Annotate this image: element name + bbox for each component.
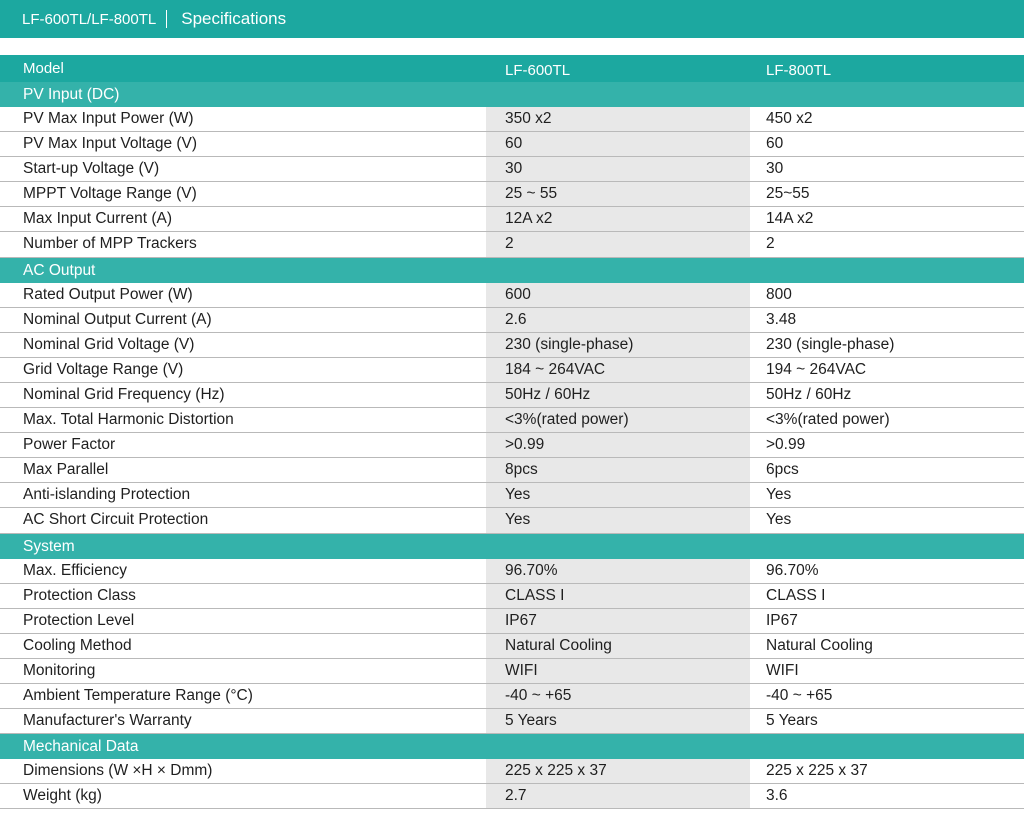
table-row [0, 358, 1024, 383]
parameter-label: Power Factor [23, 436, 116, 454]
parameter-value: IP67 [766, 611, 798, 629]
table-row [0, 609, 1024, 634]
lf600tl-value-cell [486, 157, 750, 181]
lf600tl-value-cell [486, 759, 750, 783]
parameter-value: <3%(rated power) [505, 411, 629, 429]
parameter-value: >0.99 [505, 436, 545, 454]
parameter-label: Monitoring [23, 661, 96, 679]
parameter-value: 8pcs [505, 461, 538, 479]
lf600tl-value-cell [486, 107, 750, 131]
parameter-value: 6pcs [766, 461, 799, 479]
header-label: LF-800TL [766, 62, 832, 79]
lf600tl-value-cell [486, 483, 750, 507]
section-title: System [23, 537, 75, 555]
parameter-value: 600 [505, 285, 531, 303]
table-row [0, 659, 1024, 684]
parameter-value: 25~55 [766, 185, 810, 203]
parameter-value: >0.99 [766, 436, 806, 454]
parameter-value: 800 [766, 285, 792, 303]
lf600tl-value-cell [486, 132, 750, 156]
lf600tl-value-cell [486, 358, 750, 382]
lf800tl-value-cell [750, 358, 1024, 382]
header-cell-lf600tl [486, 55, 750, 81]
parameter-label: Max. Total Harmonic Distortion [23, 411, 234, 429]
table-header-row [0, 55, 1024, 82]
table-row [0, 132, 1024, 157]
parameter-label: Max Input Current (A) [23, 210, 173, 228]
lf800tl-value-cell [750, 759, 1024, 783]
specifications-table [0, 55, 1024, 809]
parameter-label: Dimensions (W ×H × Dmm) [23, 762, 213, 780]
parameter-value: Yes [766, 486, 792, 504]
section-title: AC Output [23, 261, 96, 279]
lf600tl-value-cell [486, 709, 750, 733]
parameter-value: 96.70% [505, 561, 558, 579]
parameter-value: WIFI [766, 661, 799, 679]
parameter-value: 5 Years [505, 712, 557, 730]
parameter-cell [0, 207, 486, 231]
lf800tl-value-cell [750, 659, 1024, 683]
lf600tl-value-cell [486, 559, 750, 583]
parameter-value: 225 x 225 x 37 [505, 762, 607, 780]
parameter-label: Protection Level [23, 611, 135, 629]
parameter-value: IP67 [505, 611, 537, 629]
header-label: LF-600TL [505, 62, 571, 79]
parameter-label: Anti-islanding Protection [23, 486, 191, 504]
parameter-value: <3%(rated power) [766, 411, 890, 429]
lf800tl-value-cell [750, 232, 1024, 256]
parameter-value: 450 x2 [766, 110, 813, 127]
lf600tl-value-cell [486, 458, 750, 482]
parameter-value: 60 [766, 135, 784, 153]
lf800tl-value-cell [750, 433, 1024, 457]
section-title-cell [0, 534, 486, 558]
parameter-cell [0, 182, 486, 206]
parameter-label: Nominal Output Current (A) [23, 310, 212, 328]
table-row [0, 283, 1024, 308]
parameter-label: Nominal Grid Voltage (V) [23, 335, 195, 353]
parameter-label: Nominal Grid Frequency (Hz) [23, 385, 225, 403]
parameter-cell [0, 584, 486, 608]
parameter-value: 5 Years [766, 712, 818, 730]
parameter-value: 350 x2 [505, 110, 552, 127]
section-title-cell [0, 82, 486, 106]
lf600tl-value-cell [486, 232, 750, 256]
parameter-cell [0, 684, 486, 708]
lf800tl-value-cell [750, 132, 1024, 156]
parameter-label: Start-up Voltage (V) [23, 160, 160, 178]
parameter-cell [0, 709, 486, 733]
parameter-value: 30 [505, 160, 523, 178]
parameter-value: 2 [505, 235, 514, 253]
table-row [0, 559, 1024, 584]
parameter-value: 2.6 [505, 310, 527, 328]
lf600tl-value-cell [486, 684, 750, 708]
model-names: LF-600TL/LF-800TL [22, 10, 157, 28]
lf800tl-value-cell [750, 333, 1024, 357]
lf800tl-value-cell [750, 609, 1024, 633]
parameter-value: 50Hz / 60Hz [505, 385, 591, 403]
table-row [0, 759, 1024, 784]
lf800tl-value-cell [750, 157, 1024, 181]
parameter-cell [0, 508, 486, 532]
lf600tl-value-cell [486, 283, 750, 307]
lf800tl-value-cell [750, 283, 1024, 307]
parameter-label: PV Max Input Power (W) [23, 110, 194, 127]
parameter-value: Yes [505, 511, 531, 529]
parameter-value: 14A x2 [766, 210, 814, 228]
header-cell-lf800tl [750, 55, 1024, 81]
parameter-label: AC Short Circuit Protection [23, 511, 209, 529]
table-row [0, 182, 1024, 207]
lf800tl-value-cell [750, 559, 1024, 583]
lf800tl-value-cell [750, 408, 1024, 432]
header-label: Model [23, 60, 64, 77]
parameter-cell [0, 483, 486, 507]
parameter-cell [0, 659, 486, 683]
parameter-value: 230 (single-phase) [505, 335, 634, 353]
parameter-label: Manufacturer's Warranty [23, 712, 192, 730]
parameter-label: Cooling Method [23, 636, 132, 654]
parameter-cell [0, 458, 486, 482]
parameter-cell [0, 433, 486, 457]
parameter-label: MPPT Voltage Range (V) [23, 185, 197, 203]
parameter-value: 50Hz / 60Hz [766, 385, 852, 403]
parameter-cell [0, 784, 486, 808]
table-row [0, 383, 1024, 408]
lf600tl-value-cell [486, 408, 750, 432]
parameter-cell [0, 157, 486, 181]
parameter-cell [0, 609, 486, 633]
parameter-value: -40 ~ +65 [766, 686, 833, 704]
lf800tl-value-cell [750, 308, 1024, 332]
table-row [0, 709, 1024, 734]
section-title: Mechanical Data [23, 738, 139, 756]
parameter-value: WIFI [505, 661, 538, 679]
parameter-value: 60 [505, 135, 523, 153]
parameter-value: Yes [505, 486, 531, 504]
header-cell-model [0, 55, 486, 81]
section-title-cell [0, 258, 486, 282]
parameter-value: 225 x 225 x 37 [766, 762, 868, 780]
lf600tl-value-cell [486, 433, 750, 457]
lf600tl-value-cell [486, 784, 750, 808]
lf600tl-value-cell [486, 609, 750, 633]
parameter-value: 3.48 [766, 310, 797, 328]
parameter-label: Grid Voltage Range (V) [23, 360, 184, 378]
parameter-cell [0, 308, 486, 332]
parameter-value: Yes [766, 511, 792, 529]
parameter-value: 12A x2 [505, 210, 553, 228]
lf800tl-value-cell [750, 634, 1024, 658]
lf800tl-value-cell [750, 709, 1024, 733]
table-row [0, 308, 1024, 333]
table-row [0, 333, 1024, 358]
parameter-value: 184 ~ 264VAC [505, 360, 606, 378]
parameter-cell [0, 107, 486, 131]
table-row [0, 508, 1024, 533]
page-title: Specifications [181, 9, 287, 28]
parameter-value: 230 (single-phase) [766, 335, 895, 353]
parameter-value: 96.70% [766, 561, 819, 579]
lf800tl-value-cell [750, 458, 1024, 482]
parameter-label: PV Max Input Voltage (V) [23, 135, 198, 153]
table-row [0, 684, 1024, 709]
parameter-value: 30 [766, 160, 784, 178]
title-bar [0, 0, 1024, 38]
lf600tl-value-cell [486, 207, 750, 231]
lf800tl-value-cell [750, 584, 1024, 608]
lf600tl-value-cell [486, 333, 750, 357]
lf800tl-value-cell [750, 684, 1024, 708]
table-row [0, 634, 1024, 659]
lf800tl-value-cell [750, 483, 1024, 507]
table-row [0, 458, 1024, 483]
table-row [0, 784, 1024, 809]
parameter-value: CLASS I [505, 586, 565, 604]
lf800tl-value-cell [750, 182, 1024, 206]
section-header-row [0, 734, 1024, 759]
parameter-cell [0, 408, 486, 432]
section-header-row [0, 534, 1024, 559]
table-row [0, 408, 1024, 433]
parameter-cell [0, 232, 486, 256]
section-header-row [0, 82, 1024, 107]
parameter-cell [0, 634, 486, 658]
parameter-cell [0, 383, 486, 407]
lf600tl-value-cell [486, 508, 750, 532]
lf600tl-value-cell [486, 659, 750, 683]
parameter-cell [0, 358, 486, 382]
parameter-cell [0, 283, 486, 307]
table-row [0, 433, 1024, 458]
parameter-label: Max. Efficiency [23, 561, 127, 579]
lf800tl-value-cell [750, 107, 1024, 131]
lf600tl-value-cell [486, 308, 750, 332]
section-title: PV Input (DC) [23, 86, 120, 103]
table-row [0, 207, 1024, 232]
lf800tl-value-cell [750, 383, 1024, 407]
parameter-label: Weight (kg) [23, 787, 102, 805]
parameter-value: -40 ~ +65 [505, 686, 572, 704]
section-title-cell [0, 734, 486, 758]
parameter-label: Protection Class [23, 586, 136, 604]
parameter-cell [0, 333, 486, 357]
parameter-value: Natural Cooling [766, 636, 873, 654]
section-header-row [0, 258, 1024, 283]
lf800tl-value-cell [750, 508, 1024, 532]
table-row [0, 232, 1024, 257]
parameter-label: Ambient Temperature Range (°C) [23, 686, 253, 704]
parameter-value: CLASS I [766, 586, 826, 604]
parameter-value: 2.7 [505, 787, 527, 805]
parameter-cell [0, 132, 486, 156]
table-row [0, 157, 1024, 182]
parameter-cell [0, 559, 486, 583]
parameter-value: Natural Cooling [505, 636, 612, 654]
table-row [0, 107, 1024, 132]
parameter-value: 2 [766, 235, 775, 253]
parameter-value: 3.6 [766, 787, 788, 805]
lf600tl-value-cell [486, 634, 750, 658]
parameter-value: 194 ~ 264VAC [766, 360, 867, 378]
lf800tl-value-cell [750, 784, 1024, 808]
title-separator [166, 10, 167, 28]
parameter-cell [0, 759, 486, 783]
parameter-value: 25 ~ 55 [505, 185, 558, 203]
lf600tl-value-cell [486, 182, 750, 206]
parameter-label: Number of MPP Trackers [23, 235, 197, 253]
table-row [0, 483, 1024, 508]
parameter-label: Rated Output Power (W) [23, 285, 193, 303]
lf800tl-value-cell [750, 207, 1024, 231]
lf600tl-value-cell [486, 383, 750, 407]
lf600tl-value-cell [486, 584, 750, 608]
parameter-label: Max Parallel [23, 461, 109, 479]
table-row [0, 584, 1024, 609]
